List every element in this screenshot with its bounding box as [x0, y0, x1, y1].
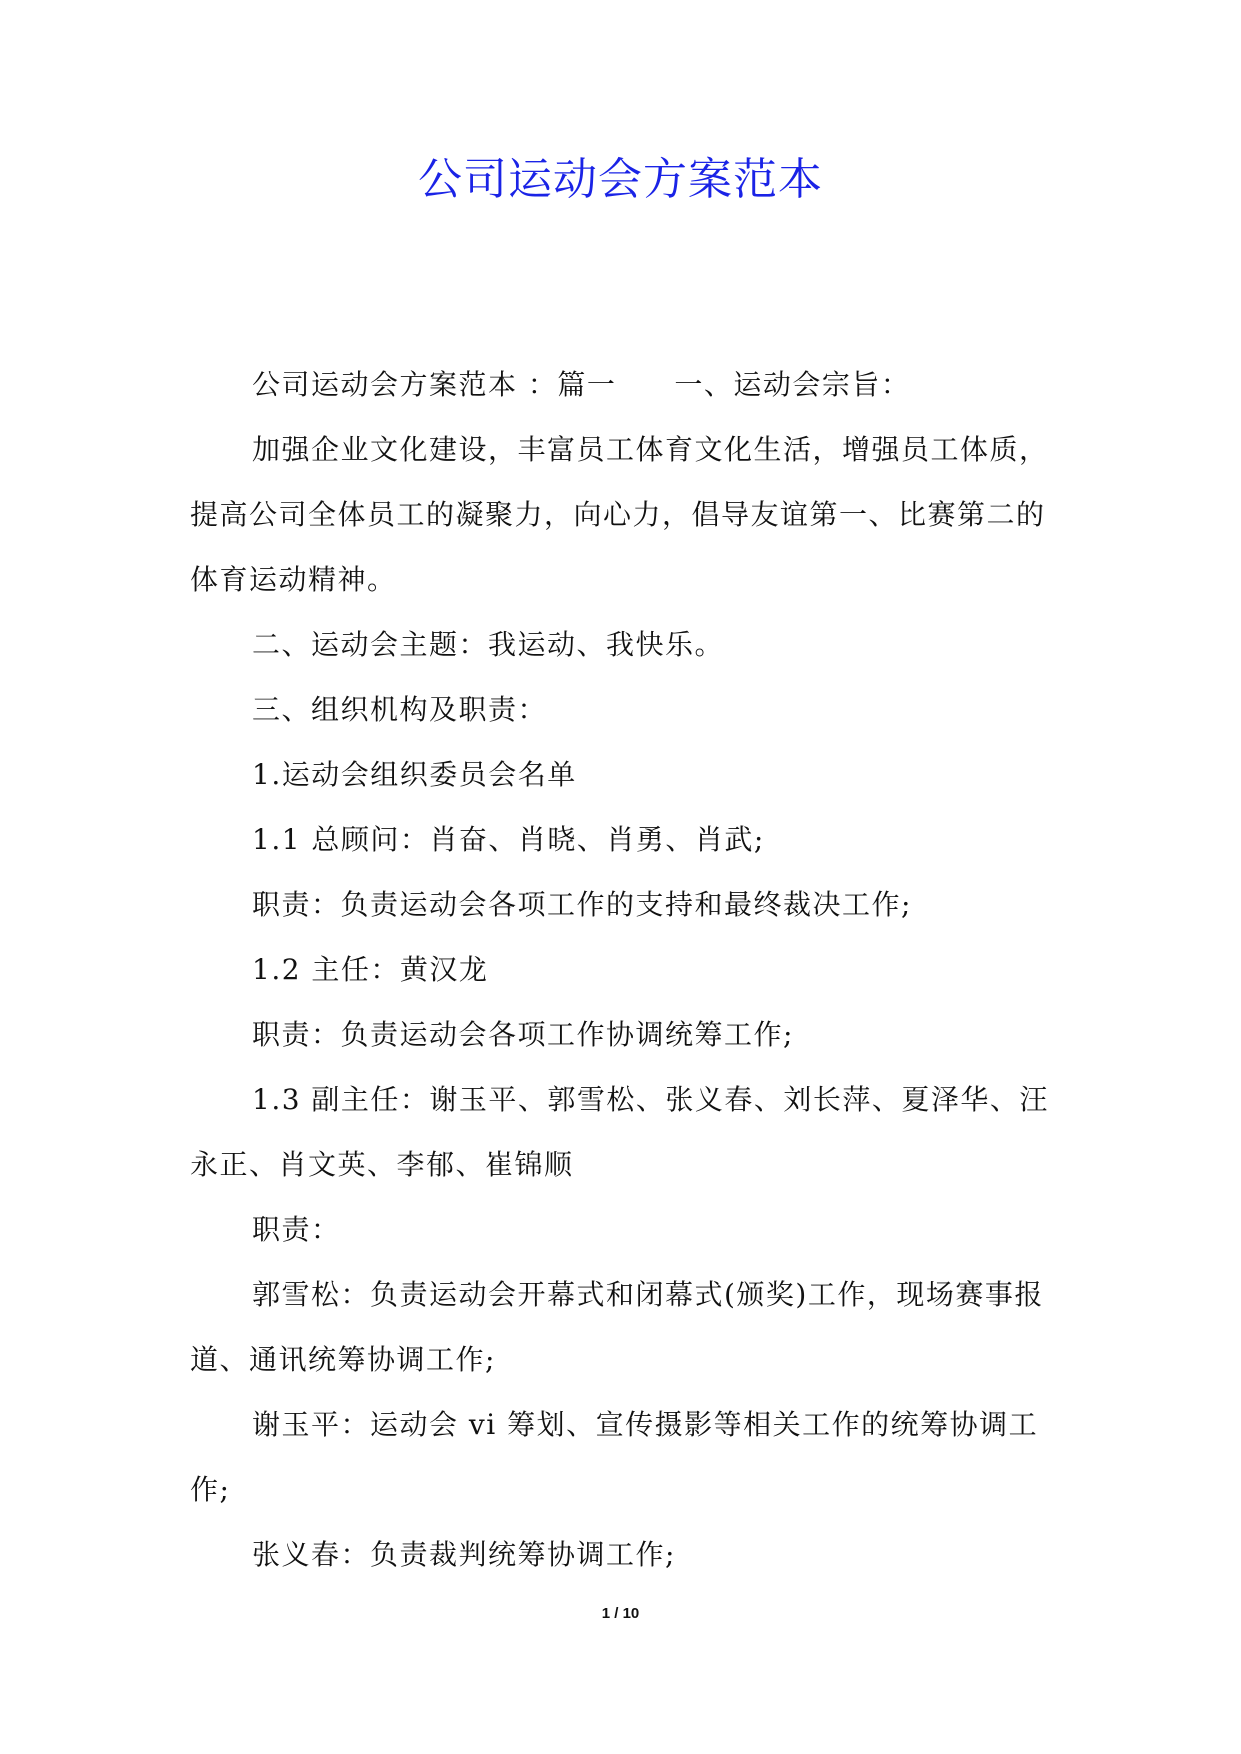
paragraph-theme: 二、运动会主题：我运动、我快乐。: [252, 628, 725, 661]
intro-part-1: 公司运动会方案范本 ：篇一: [252, 368, 617, 401]
intro-line: [190, 352, 1060, 417]
paragraph-xie-yuping-duty: 谢玉平：运动会 vi 筹划、宣传摄影等相关工作的统筹协调工作;: [190, 1408, 1039, 1506]
page-number: 1 / 10: [601, 1605, 640, 1622]
paragraph-zhang-yichun-duty: 张义春：负责裁判统筹协调工作;: [252, 1538, 676, 1571]
paragraph-director: 1.2 主任：黄汉龙: [252, 953, 489, 986]
intro-part-2: 一、运动会宗旨：: [674, 368, 911, 401]
paragraph-guo-xuesong-duty: 郭雪松：负责运动会开幕式和闭幕式(颁奖)工作，现场赛事报道、通讯统筹协调工作;: [190, 1278, 1044, 1376]
paragraph-purpose: 加强企业文化建设，丰富员工体育文化生活，增强员工体质，提高公司全体员工的凝聚力，向心力，倡导友谊第一、比赛第二的体育运动精神。: [190, 433, 1049, 596]
document-body: [190, 352, 1060, 1587]
paragraph-advisor-duty: 职责：负责运动会各项工作的支持和最终裁决工作;: [252, 888, 912, 921]
paragraph-deputy-duty-heading: 职责：: [252, 1213, 341, 1246]
paragraph-committee-list: 1.运动会组织委员会名单: [252, 758, 577, 791]
paragraph-general-advisors: 1.1 总顾问：肖奋、肖晓、肖勇、肖武;: [252, 823, 765, 856]
document-title: 公司运动会方案范本: [418, 154, 823, 205]
paragraph-organization-heading: 三、组织机构及职责：: [252, 693, 548, 726]
paragraph-deputy-directors: 1.3 副主任：谢玉平、郭雪松、张义春、刘长萍、夏泽华、汪永正、肖文英、李郁、崔锦顺: [190, 1083, 1049, 1181]
paragraph-director-duty: 职责：负责运动会各项工作协调统筹工作;: [252, 1018, 794, 1051]
